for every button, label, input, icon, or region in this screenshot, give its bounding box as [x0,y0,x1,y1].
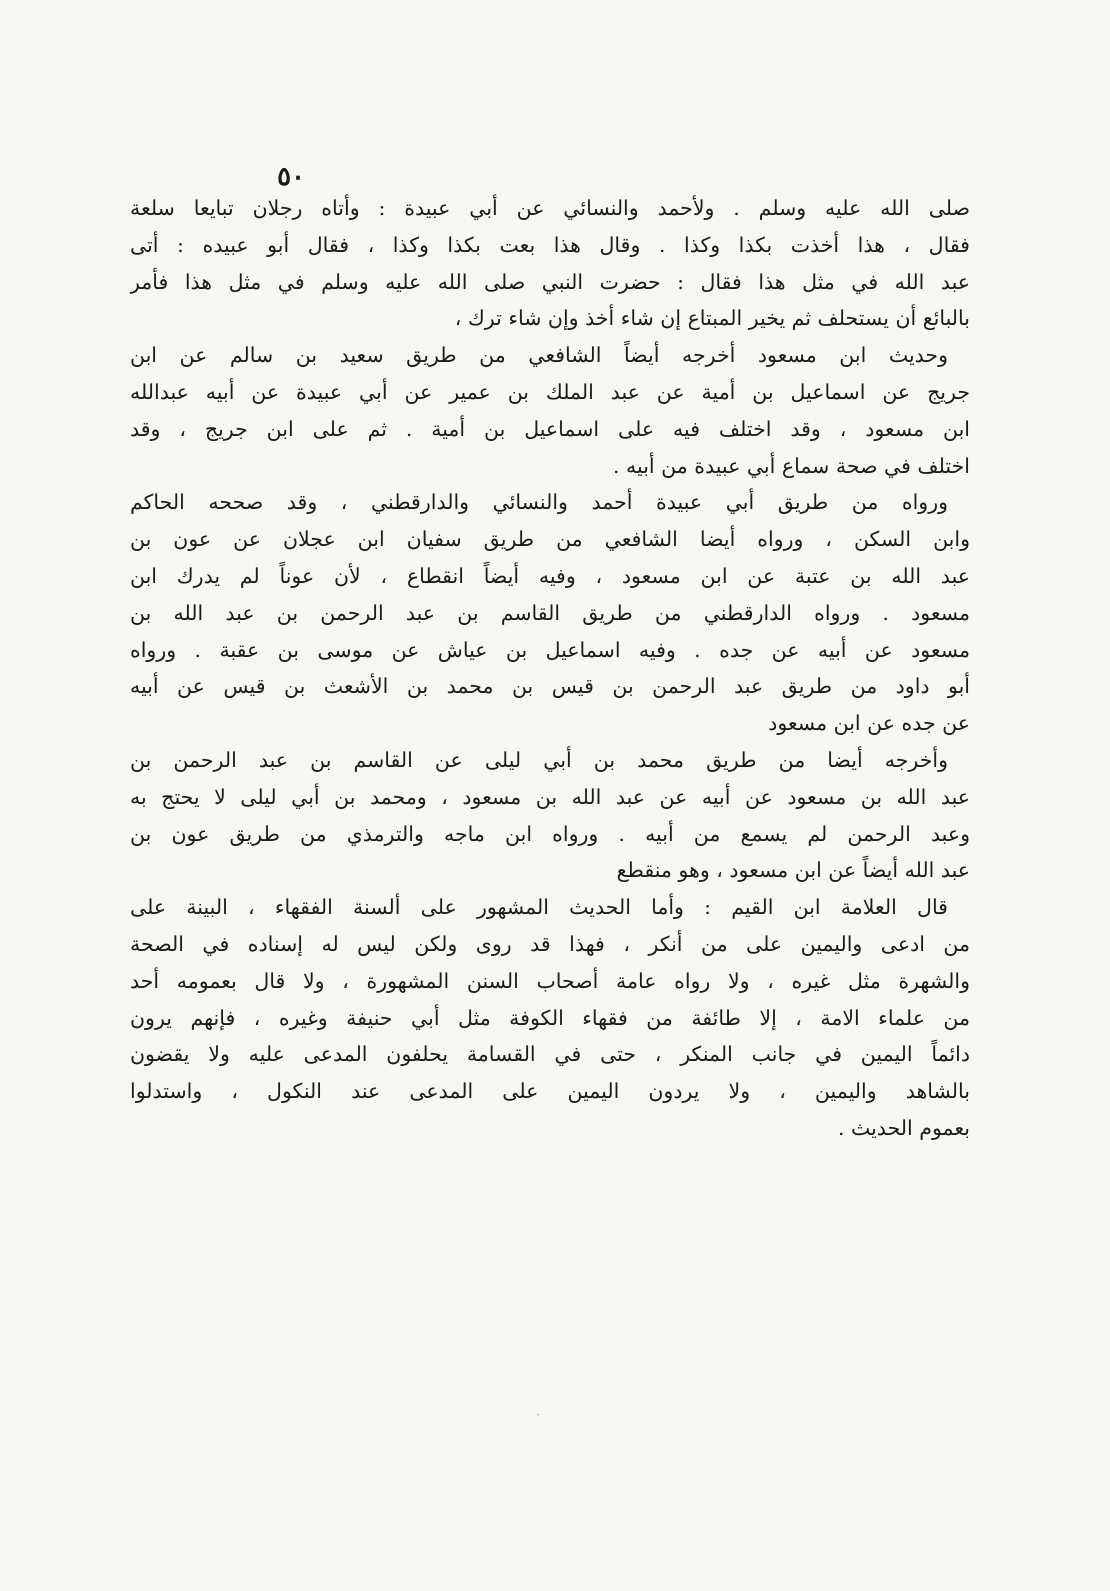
text-line: اختلف في صحة سماع أبي عبيدة من أبيه . [613,453,970,478]
text-line: فقال ، هذا أخذت بكذا وكذا . وقال هذا بعت بكذا وكذا ، فقال أبو عبيده : أتى [130,232,970,257]
text-line: ورواه من طريق أبي عبيدة أحمد والنسائي والدارقطني ، وقد صححه الحاكم [130,490,948,515]
text-line: قال العلامة ابن القيم : وأما الحديث المشهور على ألسنة الفقهاء ، البينة على [130,895,948,920]
text-line: عن جده عن ابن مسعود [768,711,970,736]
text-line: عبد الله أيضاً عن ابن مسعود ، وهو منقطع [616,858,970,883]
text-line: وحديث ابن مسعود أخرجه أيضاً الشافعي من طريق سعيد بن سالم عن ابن [130,343,948,368]
text-line: من علماء الامة ، إلا طائفة من فقهاء الكوفة مثل أبي حنيفة وغيره ، فإنهم يرون [130,1005,970,1030]
text-line: جريج عن اسماعيل بن أمية عن عبد الملك بن عمير عن أبي عبيدة عن أبيه عبدالله [130,379,970,404]
text-line: من ادعى واليمين على من أنكر ، فهذا قد روى ولكن ليس له إسناده في الصحة [130,931,970,956]
text-line: مسعود . ورواه الدارقطني من طريق القاسم بن عبد الرحمن بن عبد الله بن [130,600,970,625]
text-line: صلى الله عليه وسلم . ولأحمد والنسائي عن أبي عبيدة : وأتاه رجلان تبايعا سلعة [130,196,970,220]
text-line: أبو داود من طريق عبد الرحمن بن قيس بن محمد بن الأشعث بن قيس عن أبيه [130,674,970,699]
text-line: ابن مسعود ، وقد اختلف فيه على اسماعيل بن أمية . ثم على ابن جريج ، وقد [130,416,970,441]
page-number: ٥٠ [277,162,305,192]
text-line: دائماً اليمين في جانب المنكر ، حتى في القسامة يحلفون المدعى عليه ولا يقضون [130,1042,970,1067]
text-line: بالبائع أن يستحلف ثم يخير المبتاع إن شاء أخذ وإن شاء ترك ، [454,306,970,331]
text-line: بعموم الحديث . [837,1115,970,1140]
scan-smudge: · [536,1408,540,1422]
body-text [130,190,970,1147]
text-line: وابن السكن ، ورواه أيضا الشافعي من طريق سفيان ابن عجلان عن عون بن [130,527,970,552]
text-line: وأخرجه أيضا من طريق محمد بن أبي ليلى عن القاسم بن عبد الرحمن بن [130,747,948,772]
text-line: عبد الله في مثل هذا فقال : حضرت النبي صلى الله عليه وسلم في مثل هذا فأمر [130,269,970,294]
text-line: والشهرة مثل غيره ، ولا رواه عامة أصحاب السنن المشهورة ، ولا قال بعمومه أحد [130,968,970,993]
text-line: عبد الله بن عتبة عن ابن مسعود ، وفيه أيضاً انقطاع ، لأن عوناً لم يدرك ابن [130,563,970,588]
text-line: بالشاهد واليمين ، ولا يردون اليمين على المدعى عند النكول ، واستدلوا [130,1079,970,1104]
text-line: مسعود عن أبيه عن جده . وفيه اسماعيل بن عياش عن موسى بن عقبة . ورواه [130,637,970,662]
text-line: وعبد الرحمن لم يسمع من أبيه . ورواه ابن ماجه والترمذي من طريق عون بن [130,821,970,846]
text-line: عبد الله بن مسعود عن أبيه عن عبد الله بن مسعود ، ومحمد بن أبي ليلى لا يحتج به [130,784,970,809]
